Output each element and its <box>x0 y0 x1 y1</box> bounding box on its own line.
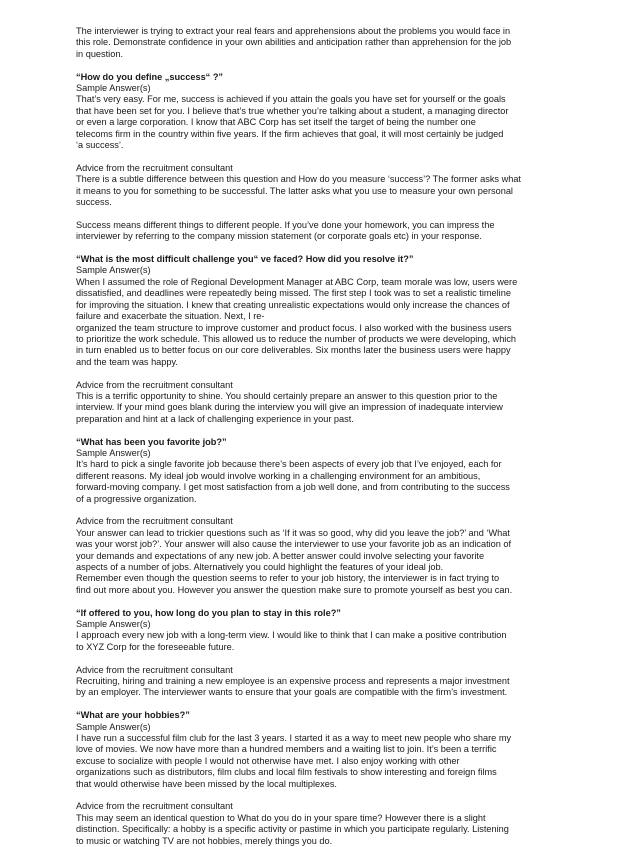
text-line: or even a large corporation. I know that ABC Corp has set itself the target of being the number one <box>76 117 476 128</box>
text-line: interview. If your mind goes blank during the interview you will give an impression of inadequate interview <box>76 402 503 413</box>
text-line: I have run a successful film club for the last 3 years. I started it as a way to meet new people who share my <box>76 733 512 744</box>
text-line: distinction. Specifically: a hobby is a specific activity or pastime in which you participate regularly. Listening <box>76 824 509 835</box>
text-line: this role. Demonstrate confidence in your own abilities and anticipation rather than apprehension for the job <box>76 37 512 48</box>
text-line: Sample Answer(s) <box>76 447 151 458</box>
text-line: to music or watching TV are not hobbies, merely things you do. <box>76 835 333 846</box>
paragraph <box>76 665 574 699</box>
text-line: Sample Answer(s) <box>76 265 151 276</box>
question-heading: “What are your hobbies?” <box>76 710 190 721</box>
text-line: excuse to socialize with people I would not otherwise have met. I also enjoy working with other <box>76 755 460 766</box>
paragraph <box>76 801 574 847</box>
text-line: was your worst job?’. Your answer will also cause the interviewer to use your favorite job as an indication of <box>76 539 512 550</box>
text-line: Advice from the recruitment consultant <box>76 664 233 675</box>
text-line: This is a terrific opportunity to shine. You should certainly prepare an answer to this question prior to the <box>76 390 498 401</box>
question-block <box>76 608 574 654</box>
question-heading: “What has been you favorite job?” <box>76 436 227 447</box>
text-line: Your answer can lead to trickier questions such as ‘If it was so good, why did you leave the job?’ and ‘What <box>76 527 510 538</box>
paragraph <box>76 26 574 60</box>
text-line: organized the team structure to improve customer and product focus. I also worked with the business users <box>76 322 512 333</box>
text-line: Recruiting, hiring and training a new employee is an expensive process and represents a major investment <box>76 676 510 687</box>
text-line: Advice from the recruitment consultant <box>76 379 233 390</box>
text-line: Success means different things to different people. If you’ve done your homework, you can impress the <box>76 219 495 230</box>
text-line: ‘a success’. <box>76 140 124 151</box>
paragraph <box>76 516 574 596</box>
paragraph <box>76 380 574 426</box>
text-line: telecoms firm in the country within five years. If the firm achieves that goal, it will most certainly be judged <box>76 128 504 139</box>
text-line: find out more about you. However you answer the question make sure to promote yourself as best you can. <box>76 584 513 595</box>
question-heading: “What is the most difficult challenge you“ ve faced? How did you resolve it?” <box>76 254 414 265</box>
text-line: This may seem an identical question to What do you do in your spare time? However there is a slight <box>76 812 486 823</box>
text-line: that would otherwise have been missed by the local multiplexes. <box>76 778 337 789</box>
text-line: your demands and expectations of any new job. A better answer could involve selecting your favorite <box>76 550 485 561</box>
text-line: Sample Answer(s) <box>76 619 151 629</box>
paragraph <box>76 220 574 243</box>
text-line: love of movies. We now have more than a hundred members and a waiting list to join. It’s been a terrific <box>76 744 497 755</box>
text-line: of a progressive organization. <box>76 493 197 504</box>
text-line: Advice from the recruitment consultant <box>76 801 233 812</box>
text-line: There is a subtle difference between this question and How do you measure ‘success’? The former asks what <box>76 174 521 185</box>
text-line: When I assumed the role of Regional Development Manager at ABC Corp, team morale was low, users were <box>76 276 518 287</box>
text-line: Advice from the recruitment consultant <box>76 162 233 173</box>
text-line: in turn enabled us to better focus on our core deliverables. Six months later the business users were happy <box>76 345 511 356</box>
text-line: preparation and hint at a lack of challenging experience in your past. <box>76 413 354 424</box>
text-line: and the team was happy. <box>76 356 178 367</box>
text-line: It’s hard to pick a single favorite job because there’s been aspects of every job that I’ve enjoyed, each for <box>76 459 502 470</box>
text-line: different reasons. My ideal job would involve working in a challenging environment for an ambitious, <box>76 470 481 481</box>
question-block <box>76 437 574 505</box>
text-line: That’s very easy. For me, success is achieved if you attain the goals you have set for yourself or the goals <box>76 94 506 105</box>
text-line: The interviewer is trying to extract your real fears and apprehensions about the problems you would face in <box>76 26 511 36</box>
question-block <box>76 254 574 368</box>
question-heading: “How do you define „success“ ?” <box>76 71 224 82</box>
question-block <box>76 72 574 152</box>
text-line: aspects of a number of jobs. Alternatively you could highlight the features of your ideal job. <box>76 561 444 572</box>
text-line: to prioritize the work schedule. This allowed us to reduce the number of products we were developing, which <box>76 333 517 344</box>
question-heading: “If offered to you, how long do you plan to stay in this role?” <box>76 607 341 618</box>
text-line: I approach every new job with a long-term view. I would like to think that I can make a positive contribution <box>76 630 507 641</box>
text-line: in question. <box>76 48 123 59</box>
text-line: to XYZ Corp for the foreseeable future. <box>76 641 235 652</box>
text-line: organizations such as distributors, film clubs and local film festivals to show interesting and foreign films <box>76 767 497 778</box>
text-line: Sample Answer(s) <box>76 83 151 94</box>
text-line: for improving the situation. I knew that creating unrealistic expectations would only increase the chances of <box>76 299 510 310</box>
paragraph <box>76 163 574 209</box>
text-line: interviewer by referring to the company mission statement (or corporate goals etc) in your response. <box>76 231 482 242</box>
text-line: failure and exacerbate the situation. Next, I re- <box>76 311 265 322</box>
text-line: it means to you for something to be successful. The latter asks what you use to measure your own personal <box>76 185 513 196</box>
text-line: Remember even though the question seems to refer to your job history, the interviewer is in fact trying to <box>76 573 500 584</box>
text-line: dissatisfied, and deadlines were repeatedly being missed. The first step I took was to set a realistic timeline <box>76 288 511 299</box>
text-line: Sample Answer(s) <box>76 721 151 732</box>
text-line: by an employer. The interviewer wants to ensure that your goals are compatible with the firm’s investment. <box>76 687 508 698</box>
text-line: that have been set for you. I believe that’s true whether you’re talking about a student, a managing director <box>76 105 509 116</box>
question-block <box>76 710 574 790</box>
text-line: Advice from the recruitment consultant <box>76 516 233 527</box>
text-line: success. <box>76 197 112 208</box>
text-line: forward-moving company. I get most satisfaction from a job well done, and from contributing to the success <box>76 482 510 493</box>
